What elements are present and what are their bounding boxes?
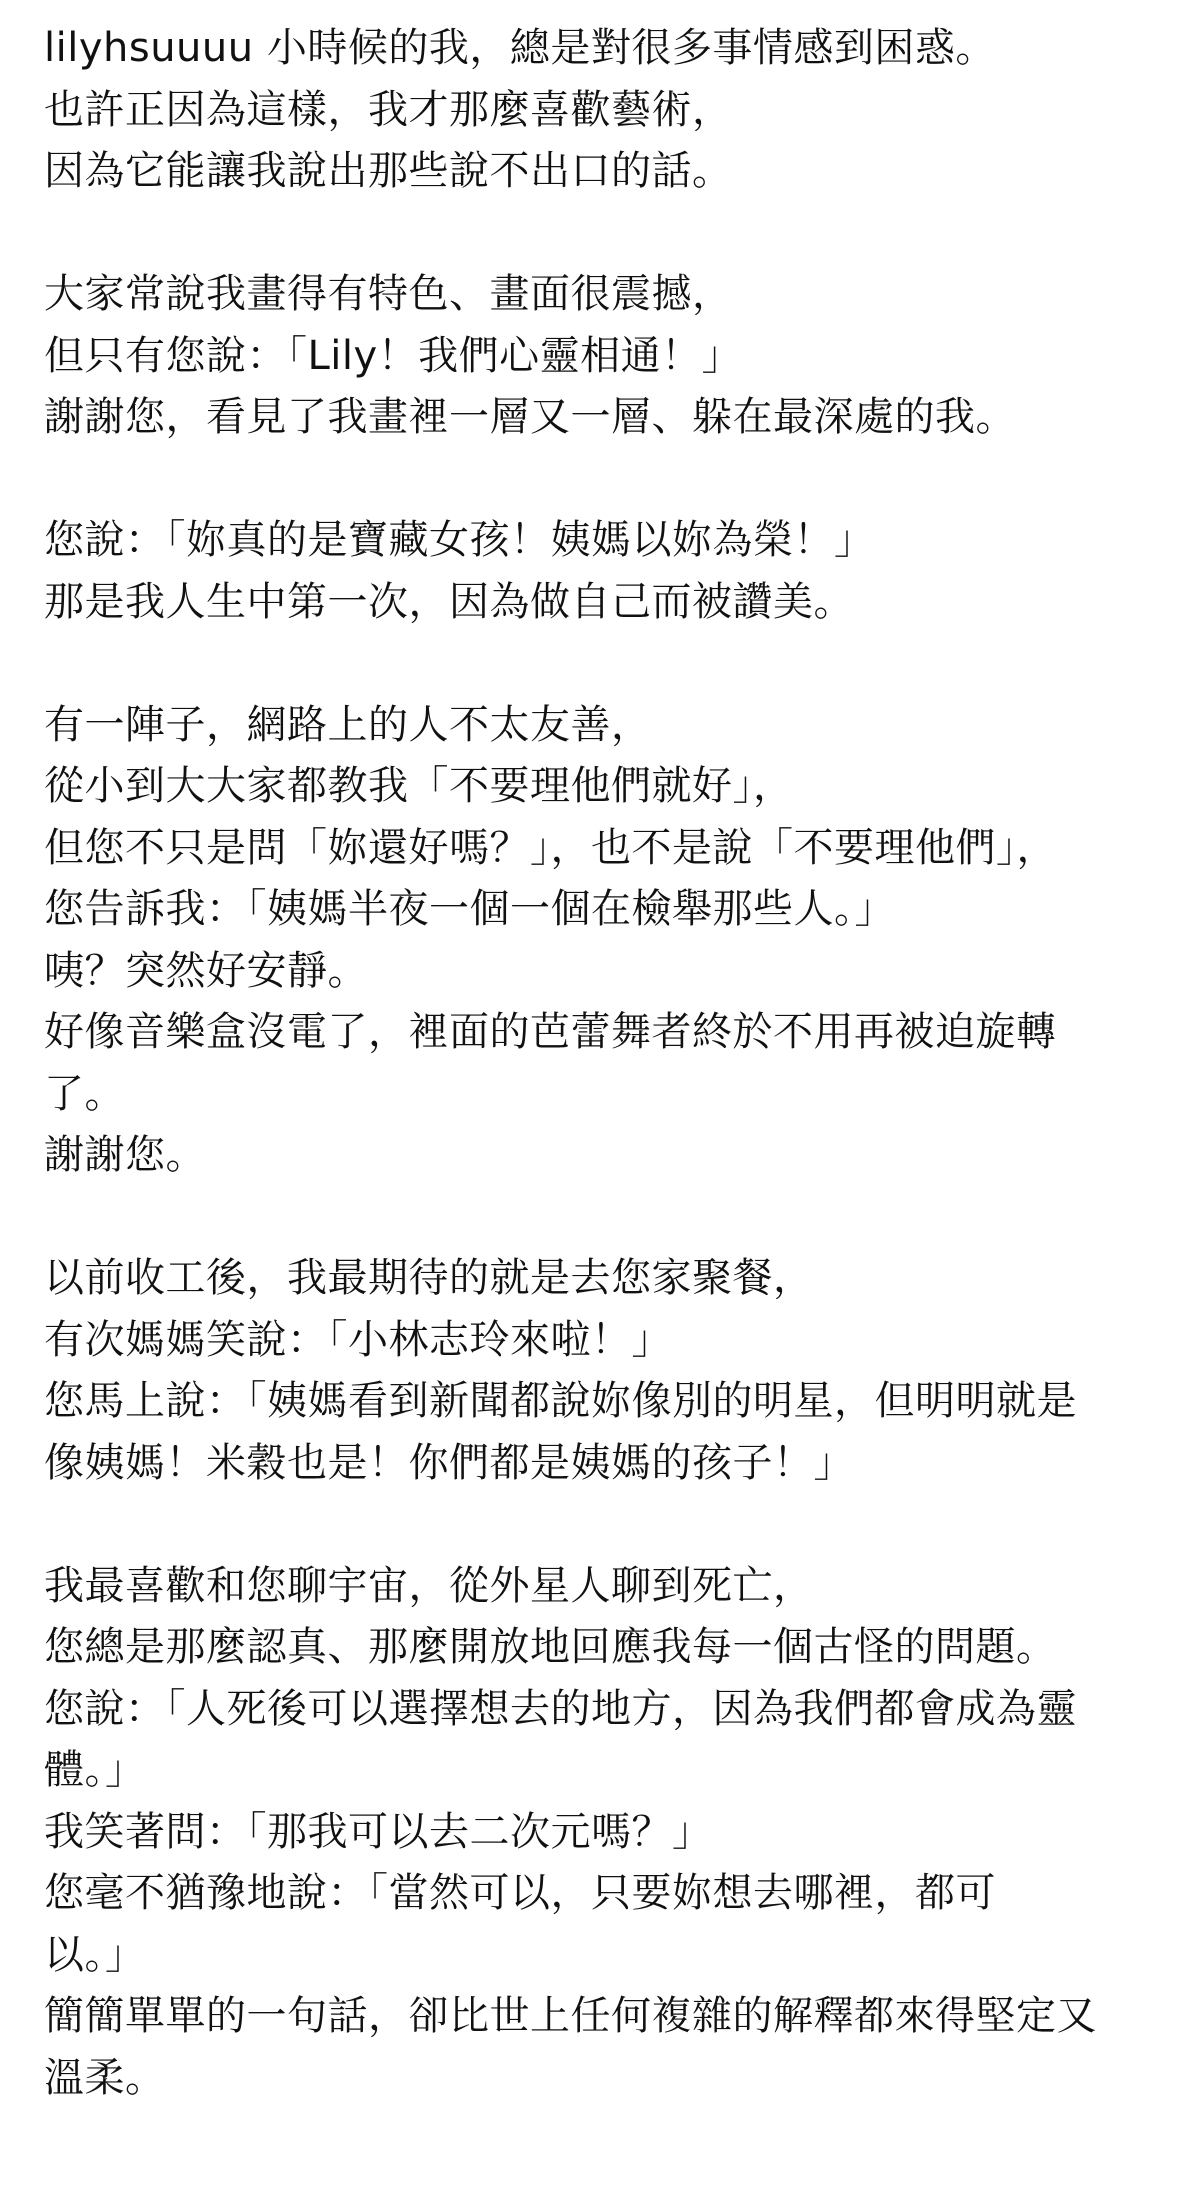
caption-line: 謝謝您。 xyxy=(44,1132,206,1178)
paragraph-gap xyxy=(44,449,1164,511)
caption-line: 您馬上說：「姨媽看到新聞都說妳像別的明星，但明明就是 xyxy=(44,1378,1077,1424)
caption-line: 我笑著問：「那我可以去二次元嗎？」 xyxy=(44,1808,713,1855)
caption-line: 以。」 xyxy=(44,1931,146,1978)
caption-line: 您總是那麼認真、那麼開放地回應我每一個古怪的問題。 xyxy=(44,1624,1057,1670)
caption-line: 因為它能讓我說出那些說不出口的話。 xyxy=(44,148,733,194)
caption-line: 有一陣子，網路上的人不太友善， xyxy=(44,701,652,748)
caption-line: 您毫不猶豫地說：「當然可以，只要妳想去哪裡，都可 xyxy=(44,1870,996,1916)
caption-line: 但您不只是問「妳還好嗎？」，也不是說「不要理他們」， xyxy=(44,824,1057,871)
caption-line: 我最喜歡和您聊宇宙，從外星人聊到死亡， xyxy=(44,1562,814,1609)
caption-line: 您說：「妳真的是寶藏女孩！姨媽以妳為榮！」 xyxy=(44,517,875,563)
caption-line: 也許正因為這樣，我才那麼喜歡藝術， xyxy=(44,86,733,133)
caption-line: 溫柔。 xyxy=(44,2054,166,2101)
post-caption xyxy=(44,18,1164,2109)
caption-line: 以前收工後，我最期待的就是去您家聚餐， xyxy=(44,1255,814,1301)
caption-line: 體。」 xyxy=(44,1747,146,1793)
caption-line: 從小到大大家都教我「不要理他們就好」， xyxy=(44,763,794,809)
caption-line: 咦？突然好安靜。 xyxy=(44,947,368,994)
paragraph-gap xyxy=(44,203,1164,265)
caption-line: 您告訴我：「姨媽半夜一個一個在檢舉那些人。」 xyxy=(44,886,895,932)
caption-line: 但只有您說：「Lily！我們心靈相通！」 xyxy=(44,332,743,379)
caption-line: 好像音樂盒沒電了，裡面的芭蕾舞者終於不用再被迫旋轉 xyxy=(44,1009,1057,1055)
caption-line: 像姨媽！米穀也是！你們都是姨媽的孩子！」 xyxy=(44,1439,854,1486)
caption-line xyxy=(44,18,1164,80)
caption-line: 了。 xyxy=(44,1070,125,1117)
paragraph-gap xyxy=(44,633,1164,695)
caption-line: 大家常說我畫得有特色、畫面很震撼， xyxy=(44,271,733,317)
username-link[interactable]: lilyhsuuuu xyxy=(44,25,254,71)
caption-text: 小時候的我，總是對很多事情感到困惑。 xyxy=(266,25,996,71)
caption-line: 謝謝您，看見了我畫裡一層又一層、躲在最深處的我。 xyxy=(44,394,1016,440)
paragraph-gap xyxy=(44,1494,1164,1556)
paragraph-gap xyxy=(44,1187,1164,1249)
caption-line: 簡簡單單的一句話，卻比世上任何複雜的解釋都來得堅定又 xyxy=(44,1993,1097,2039)
caption-line: 您說：「人死後可以選擇想去的地方，因為我們都會成為靈 xyxy=(44,1685,1077,1732)
caption-line: 有次媽媽笑說：「小林志玲來啦！」 xyxy=(44,1316,672,1363)
caption-line: 那是我人生中第一次，因為做自己而被讚美。 xyxy=(44,578,854,625)
